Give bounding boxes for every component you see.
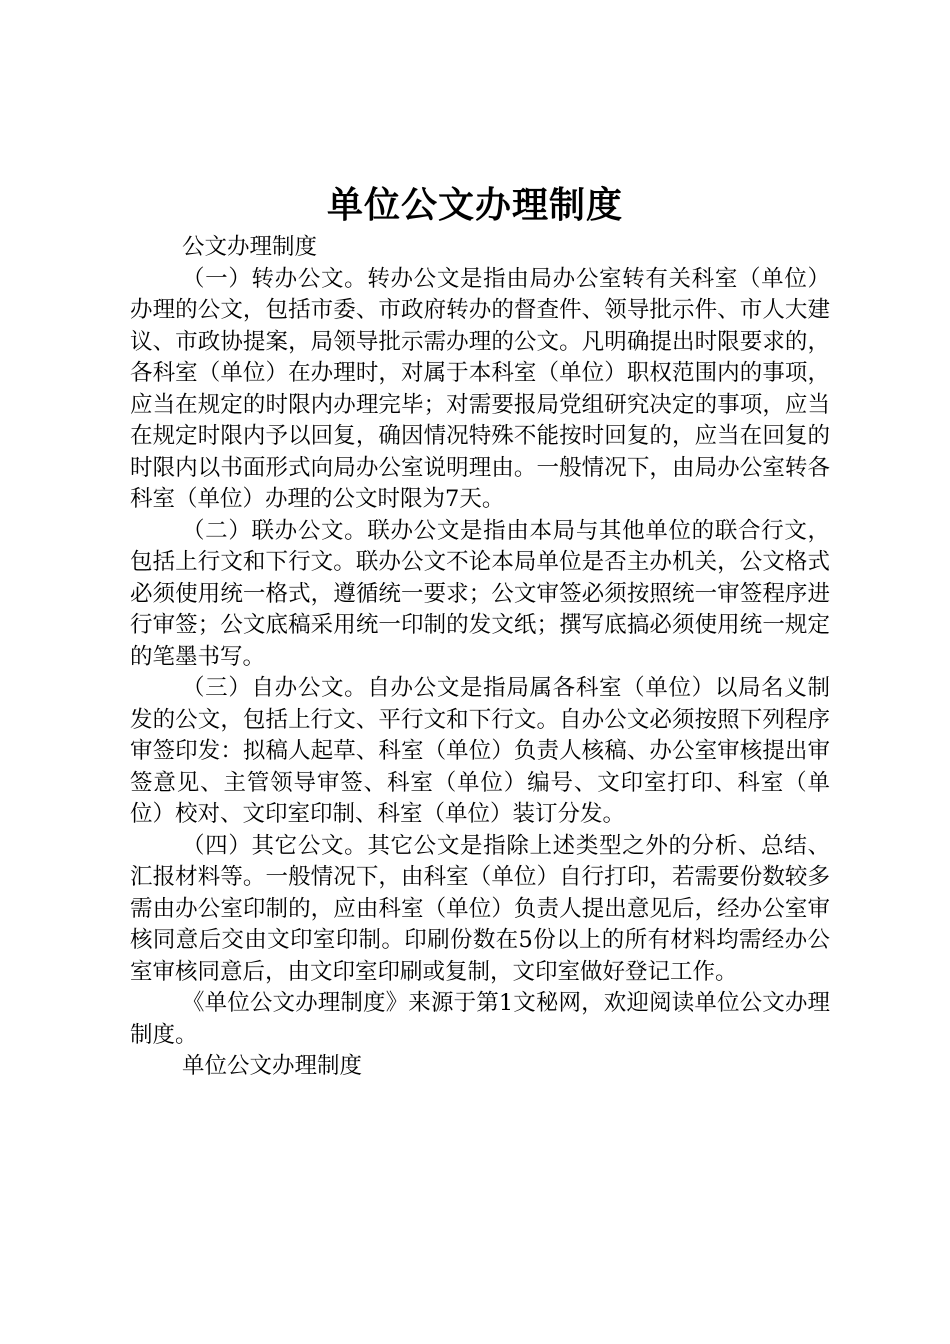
paragraph-closing-title: 单位公文办理制度: [182, 1053, 363, 1079]
paragraph-other-documents: （四）其它公文。其它公文是指除上述类型之外的分析、总结、汇报材料等。一般情况下，由科室（单位）自行打印，若需要份数较多需由办公室印制的，应由科室（单位）负责人提出意见后，经办公室审核同意后交由文印室印制。印刷份数在5份以上的所有材料均需经办公室审核同意后，由文印室印刷或复制，文印室做好登记工作。: [130, 832, 830, 985]
paragraph-transfer-documents: （一）转办公文。转办公文是指由局办公室转有关科室（单位）办理的公文，包括市委、市政府转办的督查件、领导批示件、市人大建议、市政协提案，局领导批示需办理的公文。凡明确提出时限要求的，各科室（单位）在办理时，对属于本科室（单位）职权范围内的事项，应当在规定的时限内办理完毕；对需要报局党组研究决定的事项，应当在规定时限内予以回复，确因情况特殊不能按时回复的，应当在回复的时限内以书面形式向局办公室说明理由。一般情况下，由局办公室转各科室（单位）办理的公文时限为7天。: [130, 265, 830, 512]
document-title: 单位公文办理制度: [326, 185, 623, 226]
document-body: [130, 232, 830, 1083]
paragraph-self-issued-documents: （三）自办公文。自办公文是指局属各科室（单位）以局名义制发的公文，包括上行文、平行文和下行文。自办公文必须按照下列程序审签印发：拟稿人起草、科室（单位）负责人核稿、办公室审核提出审签意见、主管领导审签、科室（单位）编号、文印室打印、科室（单位）校对、文印室印制、科室（单位）装订分发。: [130, 675, 830, 827]
paragraph-joint-documents: （二）联办公文。联办公文是指由本局与其他单位的联合行文，包括上行文和下行文。联办公文不论本局单位是否主办机关，公文格式必须使用统一格式，遵循统一要求；公文审签必须按照统一审签程序进行审签；公文底稿采用统一印制的发文纸；撰写底搞必须使用统一规定的笔墨书写。: [130, 517, 830, 670]
paragraph-source-note: 《单位公文办理制度》来源于第1文秘网，欢迎阅读单位公文办理制度。: [130, 990, 830, 1048]
paragraph-subtitle: 公文办理制度: [182, 234, 318, 260]
